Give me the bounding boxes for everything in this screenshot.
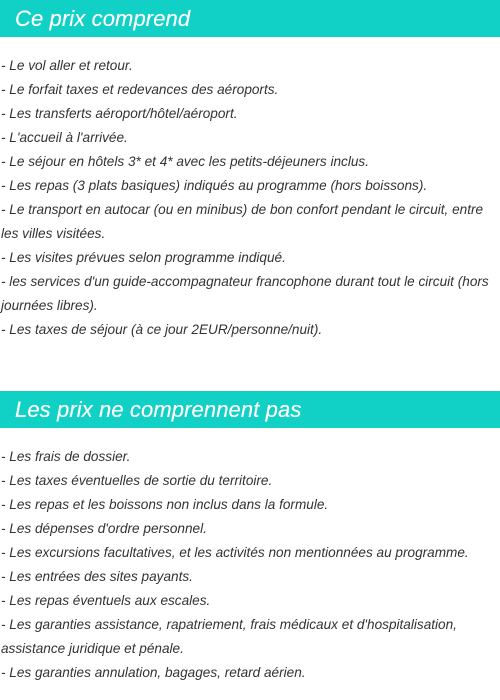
list-item: - Le transport en autocar (ou en minibus) de bon confort pendant le circuit, entre les villes visitées. — [1, 202, 484, 241]
list-item: - Les repas éventuels aux escales. — [1, 593, 211, 608]
excluded-list — [0, 428, 497, 685]
list-item: - Les excursions facultatives, et les activités non mentionnées au programme. — [1, 545, 469, 560]
list-item: - les services d'un guide-accompagnateur francophone durant tout le circuit (hors journées libres). — [1, 274, 489, 313]
excluded-section — [0, 391, 500, 685]
excluded-header — [0, 391, 500, 428]
list-item: - Le vol aller et retour. — [1, 58, 133, 73]
list-item: - Les taxes éventuelles de sortie du territoire. — [1, 473, 273, 488]
list-item: - Les frais de dossier. — [1, 449, 131, 464]
included-section — [0, 0, 500, 342]
list-item: - Les visites prévues selon programme indiqué. — [1, 250, 286, 265]
list-item: - Les repas et les boissons non inclus dans la formule. — [1, 497, 329, 512]
list-item: - Les entrées des sites payants. — [1, 569, 193, 584]
excluded-title: Les prix ne comprennent pas — [15, 396, 302, 422]
included-header — [0, 0, 500, 37]
list-item: - Les dépenses d'ordre personnel. — [1, 521, 207, 536]
list-item: - Les garanties annulation, bagages, retard aérien. — [1, 665, 306, 680]
list-item: - Les repas (3 plats basiques) indiqués au programme (hors boissons). — [1, 178, 428, 193]
included-list — [0, 37, 497, 342]
list-item: - Le forfait taxes et redevances des aéroports. — [1, 82, 279, 97]
included-title: Ce prix comprend — [15, 5, 191, 31]
list-item: - Les garanties assistance, rapatriement, frais médicaux et d'hospitalisation, assistance juridique et pénale. — [1, 617, 457, 656]
list-item: - Les transferts aéroport/hôtel/aéroport. — [1, 106, 238, 121]
list-item: - Les taxes de séjour (à ce jour 2EUR/personne/nuit). — [1, 322, 323, 337]
list-item: - L'accueil à l'arrivée. — [1, 130, 128, 145]
list-item: - Le séjour en hôtels 3* et 4* avec les petits-déjeuners inclus. — [1, 154, 369, 169]
